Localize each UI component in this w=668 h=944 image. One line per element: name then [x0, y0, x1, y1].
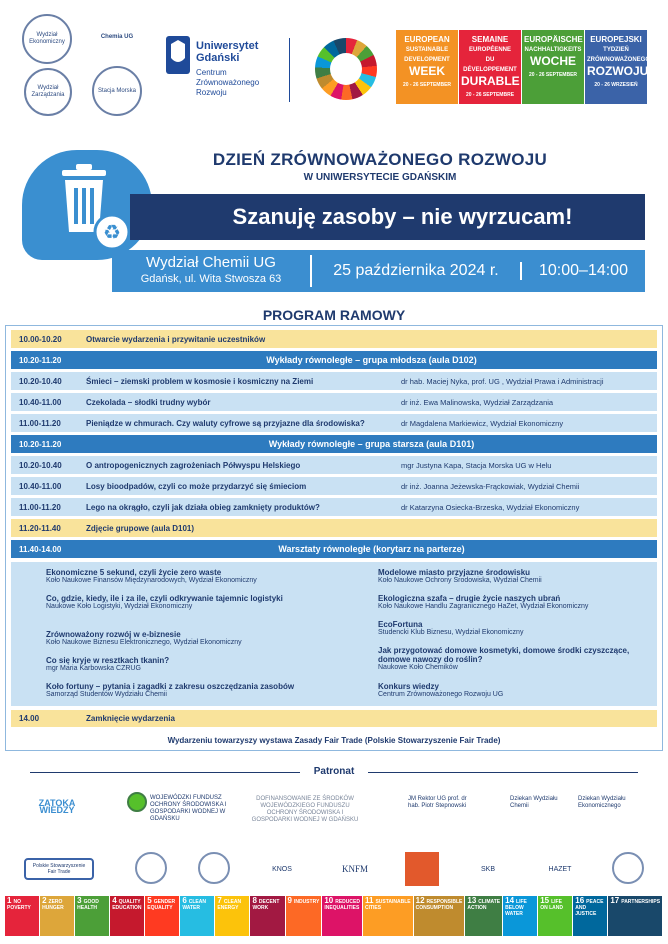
fair-trade-label: Polskie Stowarzyszenie Fair Trade: [24, 858, 94, 880]
sdw-line: ZRÓWNOWAŻONEGO: [587, 57, 650, 63]
ug-unit: Centrum Zrównoważonego Rozwoju: [196, 68, 260, 97]
workshop-title: Koło fortuny – pytania i zagadki z zakresu oszczędzania zasobów: [46, 682, 295, 691]
row-time: 11.00-11.20: [19, 502, 61, 512]
sdg-label: REDUCED INEQUALITIES: [324, 899, 360, 911]
patron-wfos-funding: DOFINANSOWANIE ZE ŚRODKÓW WOJEWÓDZKIEGO FUNDUSZU OCHRONY ŚRODOWISKA I GOSPODARKI WODNEJ W GDAŃSKU: [251, 796, 359, 823]
sdg-label: PARTNERSHIPS: [621, 899, 661, 905]
faculty-economics-logo: Wydział Ekonomiczny: [22, 14, 72, 64]
sdw-line: SEMAINE: [471, 35, 509, 44]
logo-skb: [468, 848, 508, 890]
sdw-date: 20 - 26 SEPTEMBER: [402, 82, 452, 88]
sdg-label: CLIMATE ACTION: [467, 899, 501, 911]
workshop-item: [378, 620, 638, 637]
row-speaker: dr inż. Joanna Jeżewska-Frąckowiak, Wydział Chemii: [401, 481, 580, 491]
workshop-title: Jak przygotować domowe kosmetyki, domowe środki czyszczące, domowe nawozy do roślin?: [378, 646, 630, 664]
sdg-label: ZERO HUNGER: [42, 899, 64, 911]
row-time: 10.20-11.20: [19, 355, 62, 365]
partner-logo-last: [612, 852, 644, 884]
sdg-number: 7: [217, 896, 222, 905]
workshop-title: Modelowe miasto przyjazne środowisku: [378, 568, 531, 577]
sdg-goal-tile: [608, 896, 662, 936]
sdg-label: GOOD HEALTH: [77, 899, 99, 911]
sdg-label: QUALITY EDUCATION: [112, 899, 142, 911]
closing-row: [11, 710, 657, 727]
event-date: 25 października 2024 r.: [312, 262, 522, 280]
sdg-number: 10: [324, 896, 334, 905]
row-speaker: dr Katarzyna Osiecka-Brzeska, Wydział Ekonomiczny: [401, 502, 580, 512]
row-title: Otwarcie wydarzenia i przywitanie uczestników: [86, 334, 266, 344]
row-title: Zdjęcie grupowe (aula D101): [86, 523, 195, 533]
sdg-number: 6: [182, 896, 187, 905]
workshop-title: Ekologiczna szafa – drugie życie naszych ubrań: [378, 594, 561, 603]
place-name: Wydział Chemii UG: [146, 254, 276, 271]
sdg-goal-tile: [250, 896, 284, 936]
hazet-label: HAZET: [548, 865, 572, 873]
workshop-item: [46, 568, 346, 585]
workshop-org: Samorząd Studentów Wydziału Chemii: [46, 691, 167, 698]
sdg-label: INDUSTRY: [293, 899, 320, 905]
row-time: 11.00-11.20: [19, 418, 61, 428]
sdg-goal-tile: [40, 896, 74, 936]
workshop-item: [46, 594, 346, 611]
program-row: [11, 414, 657, 432]
faculty-management-logo: Wydział Zarządzania: [24, 68, 72, 116]
row-title: Wykłady równoległe – grupa młodsza (aula D102): [266, 355, 477, 365]
row-title: Losy bioodpadów, czyli co może przydarzyć się śmieciom: [86, 481, 307, 491]
ug-crest-icon: [166, 36, 190, 74]
sdw-box-2: [459, 30, 521, 104]
row-time: 10.20-10.40: [19, 376, 62, 386]
program-row: [11, 456, 657, 474]
row-speaker: dr hab. Maciej Nyka, prof. UG , Wydział Prawa i Administracji: [401, 376, 604, 386]
sdg-number: 4: [112, 896, 117, 905]
sdg-goal-tile: [363, 896, 413, 936]
sdg-goal-tile: [215, 896, 249, 936]
program-row: [11, 519, 657, 537]
sdg-goal-tile: [573, 896, 607, 936]
workshop-org: mgr Maria Karbowska CZRUG: [46, 665, 141, 672]
row-title: Lego na okrągło, czyli jak działa obieg zamknięty produktów?: [86, 502, 320, 512]
row-speaker: mgr Justyna Kapa, Stacja Morska UG w Helu: [401, 460, 552, 470]
sdg-number: 8: [252, 896, 257, 905]
row-time: 10.00-10.20: [19, 334, 62, 344]
program-row: [11, 540, 657, 558]
sdg-number: 12: [415, 896, 425, 905]
closing-title: Zamknięcie wydarzenia: [86, 714, 175, 723]
patron-wfos: WOJEWÓDZKI FUNDUSZ OCHRONY ŚRODOWISKA I GOSPODARKI WODNEJ W GDAŃSKU: [150, 795, 227, 822]
knos-label: KNOS: [272, 865, 292, 873]
sdw-box-1: [396, 30, 458, 104]
sdg-label: PEACE AND JUSTICE: [575, 899, 604, 917]
sdg-goal-tile: [322, 896, 362, 936]
partner-logo-1: [135, 852, 167, 884]
sdg-label: DECENT WORK: [252, 899, 280, 911]
sdg-goals-bar: [5, 896, 663, 936]
sdg-number: 3: [77, 896, 82, 905]
row-speaker: dr Magdalena Markiewicz, Wydział Ekonomiczny: [401, 418, 564, 428]
slogan-banner: Szanuję zasoby – nie wyrzucam!: [130, 194, 645, 240]
program-row: [11, 477, 657, 495]
sdg-goal-tile: [110, 896, 144, 936]
program-row: [11, 435, 657, 453]
sdg-number: 5: [147, 896, 152, 905]
event-info-bar: [112, 250, 645, 292]
sdg-goal-tile: [503, 896, 537, 936]
knfm-label: KNFM: [341, 864, 368, 874]
row-title: Śmieci – ziemski problem w kosmosie i kosmiczny na Ziemi: [86, 376, 314, 386]
workshop-item: [378, 646, 638, 672]
program-row: [11, 330, 657, 348]
sdg-label: NO POVERTY: [7, 899, 31, 911]
workshop-item: [378, 568, 638, 585]
row-title: Warsztaty równoległe (korytarz na parterze): [278, 544, 465, 554]
row-title: O antropogenicznych zagrożeniach Półwyspu Helskiego: [86, 460, 301, 470]
sdg-label: LIFE ON LAND: [540, 899, 563, 911]
sdw-big: DURABLE: [461, 74, 520, 88]
place-address: Gdańsk, ul. Wita Stwosza 63: [140, 273, 282, 285]
program-row: [11, 393, 657, 411]
sdw-line: SUSTAINABLE: [405, 47, 449, 53]
workshop-title: Konkurs wiedzy: [378, 682, 439, 691]
patron-dean-chemistry: Dziekan Wydziału Chemii: [510, 796, 558, 809]
sdw-date: 20 - 26 SEPTEMBER: [528, 72, 578, 78]
row-title: Wykłady równoległe – grupa starsza (aula D101): [268, 439, 475, 449]
event-title: DZIEŃ ZRÓWNOWAŻONEGO ROZWOJU: [212, 150, 548, 169]
workshop-title: Zrównoważony rozwój w e-biznesie: [46, 630, 181, 639]
sdg-label: GENDER EQUALITY: [147, 899, 176, 911]
partner-logo-orange: [405, 852, 439, 886]
workshop-item: [46, 630, 346, 647]
sdg-number: 11: [364, 896, 374, 905]
workshop-item: [46, 656, 346, 673]
sdg-number: 16: [575, 896, 585, 905]
skb-label: SKB: [480, 865, 495, 873]
workshop-org: Studencki Klub Biznesu, Wydział Ekonomiczny: [378, 629, 524, 636]
workshop-org: Koło Naukowe Ochrony Środowiska, Wydział Chemii: [378, 577, 542, 584]
sdg-goal-tile: [145, 896, 179, 936]
marine-station-logo: Stacja Morska: [92, 66, 142, 116]
workshop-org: Koło Naukowe Biznesu Elektronicznego, Wydział Ekonomiczny: [46, 639, 242, 646]
row-title: Czekolada – słodki trudny wybór: [86, 397, 211, 407]
sdg-number: 9: [287, 896, 292, 905]
sdw-line: EUROPÉENNE: [468, 47, 511, 53]
program-table: [5, 325, 663, 751]
patron-dean-economics: Dziekan Wydziału Ekonomicznego: [578, 796, 626, 809]
sdg-goal-tile: [5, 896, 39, 936]
sdw-line: EUROPÄISCHE: [524, 35, 583, 44]
sdg-goal-tile: [414, 896, 465, 936]
program-heading: PROGRAM RAMOWY: [262, 307, 406, 323]
workshop-org: Naukowe Koło Logistyki, Wydział Ekonomiczny: [46, 603, 193, 610]
patron-zatoka-wiedzy: ZATOKA WIEDZY: [38, 798, 76, 815]
ug-name: Uniwersytet Gdański: [196, 40, 259, 64]
sdg-label: SUSTAINABLE CITIES: [364, 899, 411, 911]
program-row: [11, 498, 657, 516]
row-time: 10.40-11.00: [19, 481, 62, 491]
sdg-number: 2: [42, 896, 47, 905]
sdw-big: ROZWOJU: [587, 64, 649, 78]
sdw-line: EUROPEJSKI: [590, 35, 642, 44]
patron-rector: JM Rektor UG prof. dr hab. Piotr Stepnowski: [408, 796, 467, 809]
partner-logo-2: [198, 852, 230, 884]
event-hours: 10:00–14:00: [539, 262, 628, 279]
row-time: 11.20-11.40: [19, 523, 61, 533]
chemistry-logo: Chemia UG: [100, 33, 134, 40]
divider: [289, 38, 290, 102]
sdg-label: LIFE BELOW WATER: [505, 899, 527, 917]
sdw-box-4: [585, 30, 650, 104]
sdw-line: DU DÉVELOPPEMENT: [463, 57, 517, 73]
row-time: 10.40-11.00: [19, 397, 62, 407]
workshop-item: [378, 594, 638, 611]
sdw-line: DEVELOPMENT: [404, 57, 450, 63]
sdg-goal-tile: [538, 896, 572, 936]
sdw-big: WEEK: [409, 64, 445, 78]
sdg-number: 15: [540, 896, 550, 905]
logo-knfm: [330, 848, 380, 890]
workshop-org: Naukowe Koło Chemików: [378, 664, 458, 671]
fair-trade-note: Wydarzeniu towarzyszy wystawa Zasady Fair Trade (Polskie Stowarzyszenie Fair Trade): [167, 736, 501, 745]
logo-knos: [262, 848, 302, 890]
workshop-title: Co, gdzie, kiedy, ile i za ile, czyli odkrywanie tajemnic logistyki: [46, 594, 283, 603]
sdg-number: 1: [7, 896, 12, 905]
sdg-label: CLEAN WATER: [182, 899, 206, 911]
sdw-line: TYDZIEŃ: [603, 47, 629, 53]
workshop-org: Koło Naukowe Finansów Międzynarodowych, Wydział Ekonomiczny: [46, 577, 257, 584]
sdg-number: 17: [610, 896, 620, 905]
sdg-number: 14: [505, 896, 515, 905]
program-row: [11, 372, 657, 390]
row-time: 10.20-11.20: [19, 439, 62, 449]
sdw-date: 20 - 26 WRZESIEŃ: [594, 82, 638, 88]
sdw-date: 20 - 26 SEPTEMBRE: [465, 92, 515, 98]
workshop-item: [378, 682, 638, 699]
sdg-goal-tile: [286, 896, 322, 936]
event-subtitle: W UNIWERSYTECIE GDAŃSKIM: [303, 172, 457, 183]
sdg-goal-tile: [75, 896, 109, 936]
sdw-line: EUROPEAN: [404, 35, 450, 44]
logo-hazet: [540, 848, 580, 890]
row-time: 10.20-10.40: [19, 460, 62, 470]
event-place: [112, 255, 312, 287]
patronat-line-right: [368, 772, 638, 773]
workshop-item: [46, 682, 346, 699]
sdg-wheel-icon: [315, 38, 377, 100]
sdg-label: RESPONSIBLE CONSUMPTION: [415, 899, 463, 911]
sdg-goal-tile: [180, 896, 214, 936]
sdg-label: CLEAN ENERGY: [217, 899, 242, 911]
workshop-title: Ekonomiczne 5 sekund, czyli życie zero waste: [46, 568, 222, 577]
closing-time: 14.00: [19, 714, 40, 723]
workshop-title: Co się kryje w resztkach tkanin?: [46, 656, 170, 665]
sdw-box-3: [522, 30, 584, 104]
workshop-org: Koło Naukowe Handlu Zagranicznego HaZet, Wydział Ekonomiczny: [378, 603, 589, 610]
row-title: Pieniądze w chmurach. Czy waluty cyfrowe są przyjazne dla środowiska?: [86, 418, 365, 428]
workshop-org: Centrum Zrównoważonego Rozwoju UG: [378, 691, 504, 698]
svg-text:♻: ♻: [103, 222, 121, 244]
sdg-goal-tile: [465, 896, 502, 936]
sdw-big: WOCHE: [530, 54, 576, 68]
row-speaker: dr inż. Ewa Malinowska, Wydział Zarządzania: [401, 397, 554, 407]
logo-fair-trade: [24, 848, 94, 890]
sdw-line: NACHHALTIGKEITS: [524, 47, 582, 53]
row-time: 11.40-14.00: [19, 544, 62, 554]
wfos-tree-icon: [127, 792, 147, 812]
program-row: [11, 351, 657, 369]
workshop-title: EcoFortuna: [378, 620, 423, 629]
sdg-number: 13: [467, 896, 477, 905]
patronat-heading: Patronat: [313, 766, 355, 777]
